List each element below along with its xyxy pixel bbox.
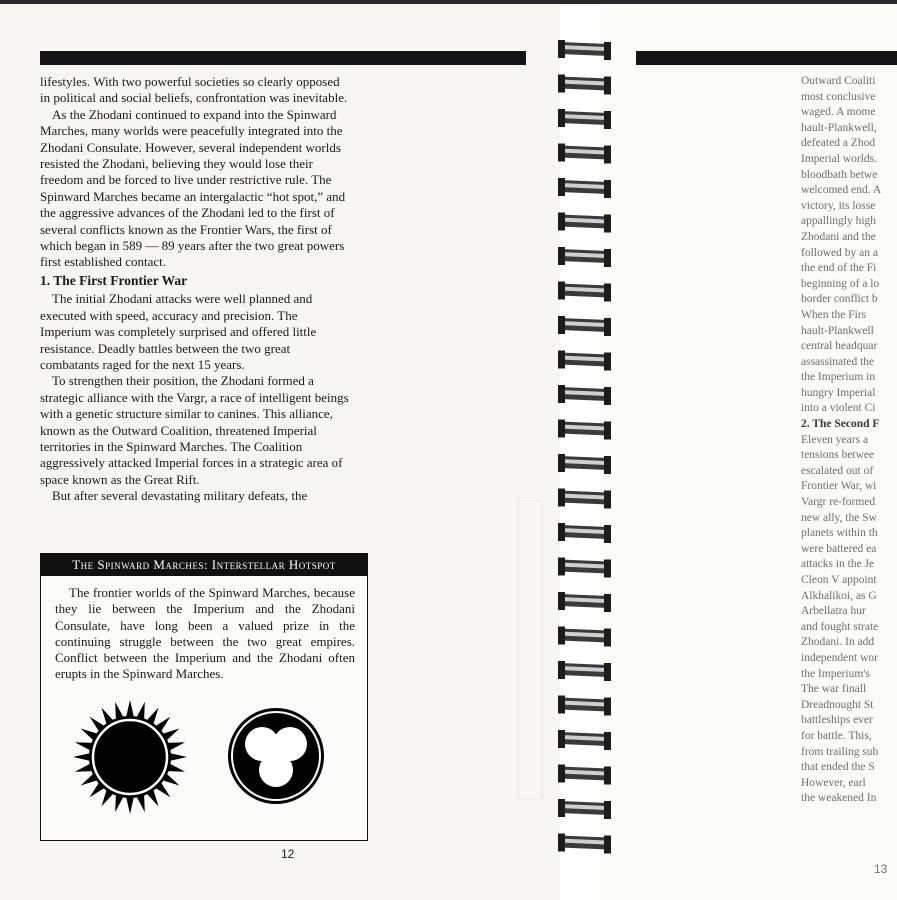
binding-coil	[558, 799, 611, 819]
text-line: were battered ea	[801, 542, 877, 555]
show-through-vertical-title	[510, 500, 550, 800]
spiral-binding	[556, 26, 616, 886]
left-body-text	[40, 74, 350, 505]
text-line: bloodbath betwe	[801, 168, 878, 181]
binding-coil	[558, 696, 611, 716]
text-line: beginning of a lo	[801, 277, 880, 290]
text-line: hault-Plankwell	[801, 324, 874, 337]
text-line: tensions betwee	[801, 449, 875, 462]
left-header-bar	[40, 51, 526, 65]
binding-coil	[558, 420, 611, 440]
binding-coil	[558, 489, 611, 509]
text-line: Outward Coaliti	[801, 75, 876, 87]
text-line: victory, its losse	[801, 199, 876, 212]
binding-coil	[558, 730, 611, 750]
text-line: welcomed end. A	[801, 184, 882, 197]
sidebar-text: The frontier worlds of the Spinward Marches, because they lie between the Imperium and the Zhodani Consulate, have long been a valued prize in the continuing struggle between the two great empires. Conflict between the Imperium and the Zhodani often erupts in the Spinward Marches.	[55, 585, 355, 682]
text-line: for battle. This,	[801, 729, 872, 742]
text-line: Eleven years a	[801, 433, 869, 446]
binding-coil	[558, 282, 611, 302]
binding-coil	[558, 834, 611, 854]
binding-coil	[558, 592, 611, 612]
body-paragraph: But after several devastating military defeats, the	[52, 488, 308, 504]
binding-coil	[558, 75, 611, 95]
right-body-text	[801, 74, 897, 807]
body-paragraph: lifestyles. With two powerful societies so clearly opposed in political and social beliefs, confrontation was inevitable.	[40, 74, 348, 106]
binding-coil	[558, 661, 611, 681]
page-number-left: 12	[281, 847, 295, 861]
binding-coil	[558, 454, 611, 474]
text-line: most conclusive	[801, 90, 876, 103]
text-line: Arbellatra hur	[801, 605, 866, 618]
text-line: that ended the S	[801, 761, 875, 774]
section-heading: 2. The Second F	[801, 418, 880, 431]
section-heading: 1. The First Frontier War	[40, 272, 188, 288]
text-line: Cleon V appoint	[801, 574, 877, 586]
text-line: the weakened In	[801, 792, 877, 805]
sun-emblem-icon	[71, 698, 189, 816]
sidebar-title: The Spinward Marches: Interstellar Hotspot	[41, 554, 367, 576]
text-line: defeated a Zhod	[801, 137, 876, 150]
text-line: central headquar	[801, 340, 878, 353]
page-number-right: 13	[874, 862, 888, 876]
binding-coil	[558, 40, 611, 60]
text-line: escalated out of	[801, 464, 874, 477]
binding-coil	[558, 385, 611, 405]
binding-coil	[558, 144, 611, 164]
text-line: border conflict b	[801, 293, 878, 306]
text-line: When the Firs	[801, 308, 867, 321]
text-line: Zhodani. In add	[801, 636, 875, 649]
text-line: the end of the Fi	[801, 262, 877, 275]
text-line: Dreadnought St	[801, 698, 874, 711]
text-line: the Imperium in	[801, 371, 876, 384]
text-line: independent wor	[801, 651, 878, 664]
binding-coil	[558, 316, 611, 336]
text-line: The war finall	[801, 683, 867, 696]
text-line: assassinated the	[801, 355, 875, 368]
text-line: Alkhalikoi, as G	[801, 589, 877, 602]
binding-coil	[558, 627, 611, 647]
top-edge-line	[0, 0, 897, 4]
text-line: new ally, the Sw	[801, 511, 877, 524]
body-paragraph: The initial Zhodani attacks were well planned and executed with speed, accuracy and precision. The Imperium was completely surprised and offered little resistance. Deadly battles between the two great combatants raged for the next 15 years.	[40, 291, 317, 372]
text-line: into a violent Ci	[801, 402, 876, 415]
text-line: hungry Imperial	[801, 386, 876, 399]
text-line: Imperial worlds.	[801, 152, 878, 165]
text-line: planets within th	[801, 527, 878, 540]
sidebar-box	[40, 553, 368, 841]
zhodani-emblem-icon	[225, 705, 327, 807]
text-line: Vargr re-formed	[801, 496, 876, 509]
text-line: and fought strate	[801, 620, 879, 633]
right-header-bar	[636, 51, 897, 65]
body-paragraph: To strengthen their position, the Zhodani formed a strategic alliance with the Vargr, a race of intelligent beings with a genetic structure similar to canines. This alliance, known as the Outward Coalition, threatened Imperial territories in the Spinward Marches. The Coalition aggressively attacked Imperial forces in a strategic area of space known as the Great Rift.	[40, 373, 349, 487]
text-line: Zhodani and the	[801, 230, 876, 243]
body-paragraph: As the Zhodani continued to expand into the Spinward Marches, many worlds were peacefully integrated into the Zhodani Consulate. However, several independent worlds resisted the Zhodani, believing they would lose their freedom and be forced to live under restrictive rule. The Spinward Marches became an intergalactic “hot spot,” and the aggressive advances of the Zhodani led to the first of several conflicts known as the Frontier Wars, the first of which began in 589 — 89 years after the two great powers first established contact.	[40, 106, 346, 270]
text-line: hault-Plankwell,	[801, 121, 877, 134]
binding-coil	[558, 523, 611, 543]
binding-coil	[558, 178, 611, 198]
binding-coil	[558, 765, 611, 785]
text-line: appallingly high	[801, 215, 877, 228]
text-line: attacks in the Je	[801, 558, 875, 571]
binding-coil	[558, 351, 611, 371]
text-line: waged. A mome	[801, 106, 876, 119]
binding-coil	[558, 213, 611, 233]
binding-coil	[558, 109, 611, 129]
text-line: the Imperium's	[801, 667, 870, 680]
binding-coil	[558, 558, 611, 578]
text-line: from trailing sub	[801, 745, 879, 758]
text-line: followed by an a	[801, 246, 878, 259]
text-line: Frontier War, wi	[801, 480, 877, 493]
text-line: However, earl	[801, 776, 866, 789]
text-line: battleships ever	[801, 714, 873, 727]
binding-coil	[558, 247, 611, 267]
